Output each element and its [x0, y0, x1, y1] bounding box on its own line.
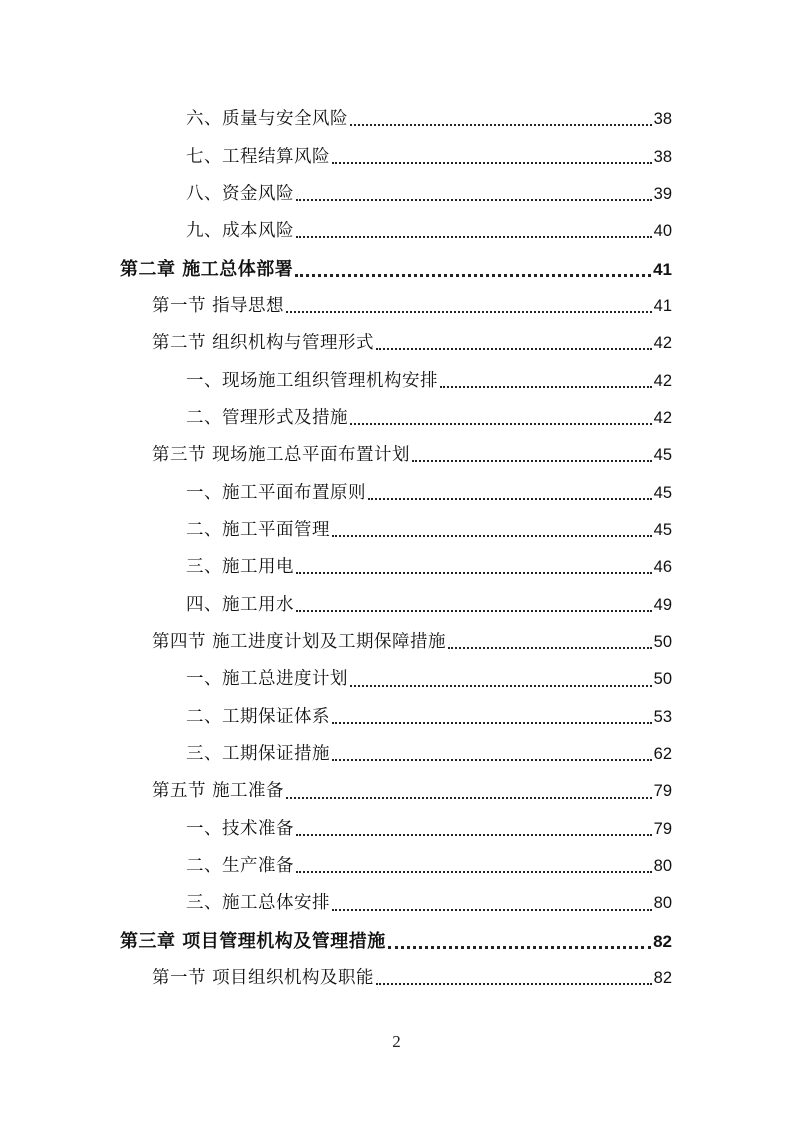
toc-dot-leader — [296, 549, 652, 586]
toc-dot-leader — [350, 101, 652, 138]
toc-dot-leader — [368, 474, 652, 511]
toc-subsection-entry[interactable] — [0, 512, 793, 549]
toc-section-entry[interactable] — [0, 437, 793, 474]
toc-subsection-entry[interactable] — [0, 400, 793, 437]
toc-dot-leader — [376, 960, 652, 997]
toc-entry-page: 80 — [653, 894, 672, 913]
toc-entry-title: 第二节 组织机构与管理形式 — [152, 333, 375, 354]
toc-subsection-entry[interactable] — [0, 176, 793, 213]
toc-entry-page: 62 — [653, 745, 672, 764]
toc-dot-leader — [440, 362, 652, 399]
toc-entry-page: 50 — [653, 632, 672, 651]
toc-entry-page: 46 — [653, 558, 672, 577]
toc-dot-leader — [296, 811, 652, 848]
toc-section-entry[interactable] — [0, 288, 793, 325]
toc-entry-page: 82 — [653, 931, 672, 951]
toc-subsection-entry[interactable] — [0, 213, 793, 250]
toc-subsection-entry[interactable] — [0, 362, 793, 399]
toc-entry-page: 45 — [653, 520, 672, 539]
toc-subsection-entry[interactable] — [0, 699, 793, 736]
toc-dot-leader — [296, 586, 652, 623]
toc-dot-leader — [350, 661, 652, 698]
toc-entry-page: 45 — [653, 446, 672, 465]
toc-entry-page: 40 — [653, 222, 672, 241]
toc-chapter-entry[interactable] — [0, 923, 793, 960]
toc-dot-leader — [296, 213, 652, 250]
table-of-contents — [0, 101, 793, 997]
toc-section-entry[interactable] — [0, 960, 793, 997]
toc-dot-leader — [332, 512, 652, 549]
toc-entry-title: 一、施工平面布置原则 — [186, 482, 366, 503]
toc-entry-page: 79 — [653, 782, 672, 801]
toc-dot-leader — [350, 400, 652, 437]
toc-entry-page: 41 — [653, 259, 672, 279]
toc-section-entry[interactable] — [0, 773, 793, 810]
toc-entry-title: 二、施工平面管理 — [186, 519, 330, 540]
toc-subsection-entry[interactable] — [0, 885, 793, 922]
toc-entry-title: 二、管理形式及措施 — [186, 407, 348, 428]
toc-entry-title: 二、工期保证体系 — [186, 706, 330, 727]
toc-subsection-entry[interactable] — [0, 848, 793, 885]
toc-entry-page: 42 — [653, 408, 672, 427]
toc-dot-leader — [412, 437, 652, 474]
page-number: 2 — [392, 1032, 401, 1051]
toc-entry-title: 三、工期保证措施 — [186, 744, 330, 765]
toc-dot-leader — [388, 923, 651, 960]
toc-entry-page: 50 — [653, 670, 672, 689]
toc-entry-page: 82 — [653, 969, 672, 988]
toc-entry-title: 七、工程结算风险 — [186, 146, 330, 167]
toc-entry-page: 49 — [653, 595, 672, 614]
toc-entry-title: 第三节 现场施工总平面布置计划 — [152, 445, 411, 466]
toc-entry-title: 二、生产准备 — [186, 856, 294, 877]
toc-entry-title: 一、施工总进度计划 — [186, 669, 348, 690]
toc-entry-title: 六、质量与安全风险 — [186, 109, 348, 130]
toc-dot-leader — [332, 699, 652, 736]
toc-subsection-entry[interactable] — [0, 474, 793, 511]
toc-subsection-entry[interactable] — [0, 811, 793, 848]
toc-entry-title: 三、施工总体安排 — [186, 893, 330, 914]
toc-subsection-entry[interactable] — [0, 549, 793, 586]
toc-entry-page: 39 — [653, 184, 672, 203]
toc-entry-title: 第五节 施工准备 — [152, 781, 285, 802]
toc-entry-title: 一、技术准备 — [186, 818, 294, 839]
toc-entry-title: 第一节 项目组织机构及职能 — [152, 968, 375, 989]
toc-dot-leader — [448, 624, 652, 661]
toc-dot-leader — [296, 848, 652, 885]
toc-dot-leader — [286, 773, 652, 810]
toc-dot-leader — [286, 288, 652, 325]
toc-entry-page: 79 — [653, 819, 672, 838]
toc-subsection-entry[interactable] — [0, 101, 793, 138]
toc-section-entry[interactable] — [0, 325, 793, 362]
toc-dot-leader — [295, 250, 651, 287]
toc-entry-page: 41 — [653, 296, 672, 315]
toc-entry-page: 42 — [653, 371, 672, 390]
toc-dot-leader — [376, 325, 652, 362]
toc-entry-title: 第一节 指导思想 — [152, 295, 285, 316]
toc-entry-page: 45 — [653, 483, 672, 502]
toc-entry-page: 38 — [653, 110, 672, 129]
toc-section-entry[interactable] — [0, 624, 793, 661]
toc-subsection-entry[interactable] — [0, 586, 793, 623]
toc-entry-title: 一、现场施工组织管理机构安排 — [186, 370, 438, 391]
toc-chapter-entry[interactable] — [0, 250, 793, 287]
toc-entry-title: 八、资金风险 — [186, 183, 294, 204]
toc-dot-leader — [332, 138, 652, 175]
toc-entry-title: 三、施工用电 — [186, 557, 294, 578]
toc-subsection-entry[interactable] — [0, 661, 793, 698]
toc-entry-page: 42 — [653, 334, 672, 353]
toc-entry-title: 四、施工用水 — [186, 594, 294, 615]
toc-entry-title: 第三章 项目管理机构及管理措施 — [120, 930, 386, 952]
toc-subsection-entry[interactable] — [0, 736, 793, 773]
toc-dot-leader — [296, 176, 652, 213]
toc-entry-title: 第二章 施工总体部署 — [120, 258, 294, 280]
toc-entry-page: 38 — [653, 147, 672, 166]
toc-entry-title: 九、成本风险 — [186, 221, 294, 242]
toc-entry-page: 53 — [653, 707, 672, 726]
toc-subsection-entry[interactable] — [0, 138, 793, 175]
toc-entry-title: 第四节 施工进度计划及工期保障措施 — [152, 631, 447, 652]
toc-dot-leader — [332, 736, 652, 773]
toc-entry-page: 80 — [653, 857, 672, 876]
toc-dot-leader — [332, 885, 652, 922]
